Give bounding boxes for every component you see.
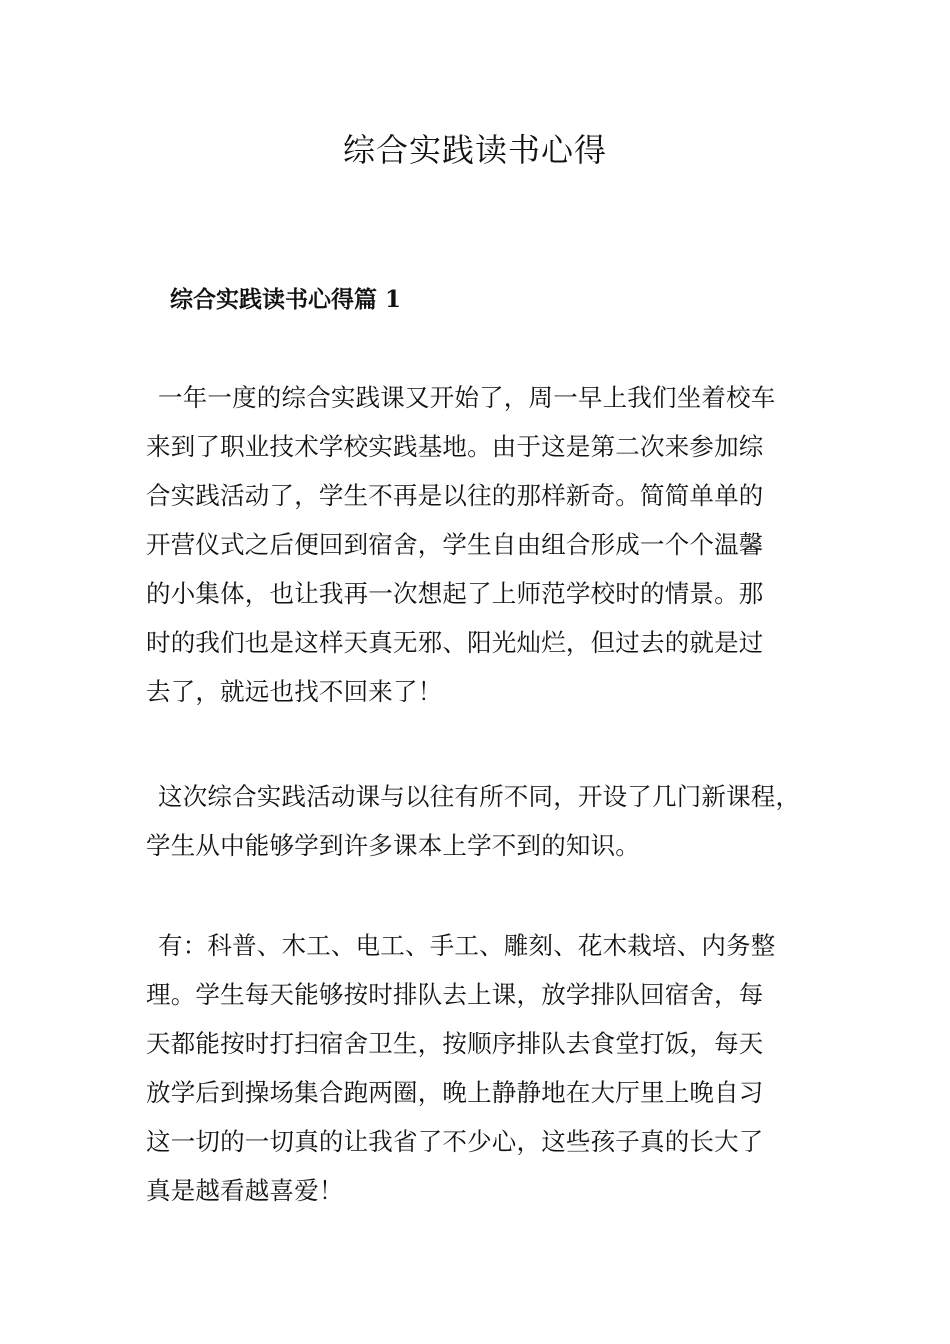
paragraph-line: 理。学生每天能够按时排队去上课，放学排队回宿舍，每 bbox=[146, 980, 764, 1009]
paragraph-line: 天都能按时打扫宿舍卫生，按顺序排队去食堂打饭，每天 bbox=[146, 1029, 764, 1058]
document-title: 综合实践读书心得 bbox=[342, 131, 607, 169]
paragraph-line: 这一切的一切真的让我省了不少心，这些孩子真的长大了 bbox=[146, 1127, 764, 1156]
paragraph-line: 来到了职业技术学校实践基地。由于这是第二次来参加综 bbox=[146, 432, 764, 461]
paragraph-line: 这次综合实践活动课与以往有所不同，开设了几门新课程， bbox=[158, 782, 801, 811]
paragraph-2 bbox=[146, 772, 836, 870]
paragraph-line: 学生从中能够学到许多课本上学不到的知识。 bbox=[146, 831, 640, 860]
paragraph-line: 有：科普、木工、电工、手工、雕刻、花木栽培、内务整 bbox=[158, 931, 776, 960]
paragraph-3 bbox=[146, 921, 836, 1215]
paragraph-line: 放学后到操场集合跑两圈，晚上静静地在大厅里上晚自习 bbox=[146, 1078, 764, 1107]
paragraph-line: 合实践活动了，学生不再是以往的那样新奇。简简单单的 bbox=[146, 481, 764, 510]
section-heading: 综合实践读书心得篇 1 bbox=[170, 286, 402, 313]
paragraph-line: 的小集体，也让我再一次想起了上师范学校时的情景。那 bbox=[146, 579, 764, 608]
paragraph-line: 开营仪式之后便回到宿舍，学生自由组合形成一个个温馨 bbox=[146, 530, 764, 559]
paragraph-1 bbox=[146, 373, 836, 716]
paragraph-line: 真是越看越喜爱！ bbox=[146, 1176, 344, 1205]
paragraph-line: 一年一度的综合实践课又开始了，周一早上我们坐着校车 bbox=[158, 383, 776, 412]
paragraph-line: 时的我们也是这样天真无邪、阳光灿烂，但过去的就是过 bbox=[146, 628, 764, 657]
paragraph-line: 去了，就远也找不回来了！ bbox=[146, 677, 443, 706]
